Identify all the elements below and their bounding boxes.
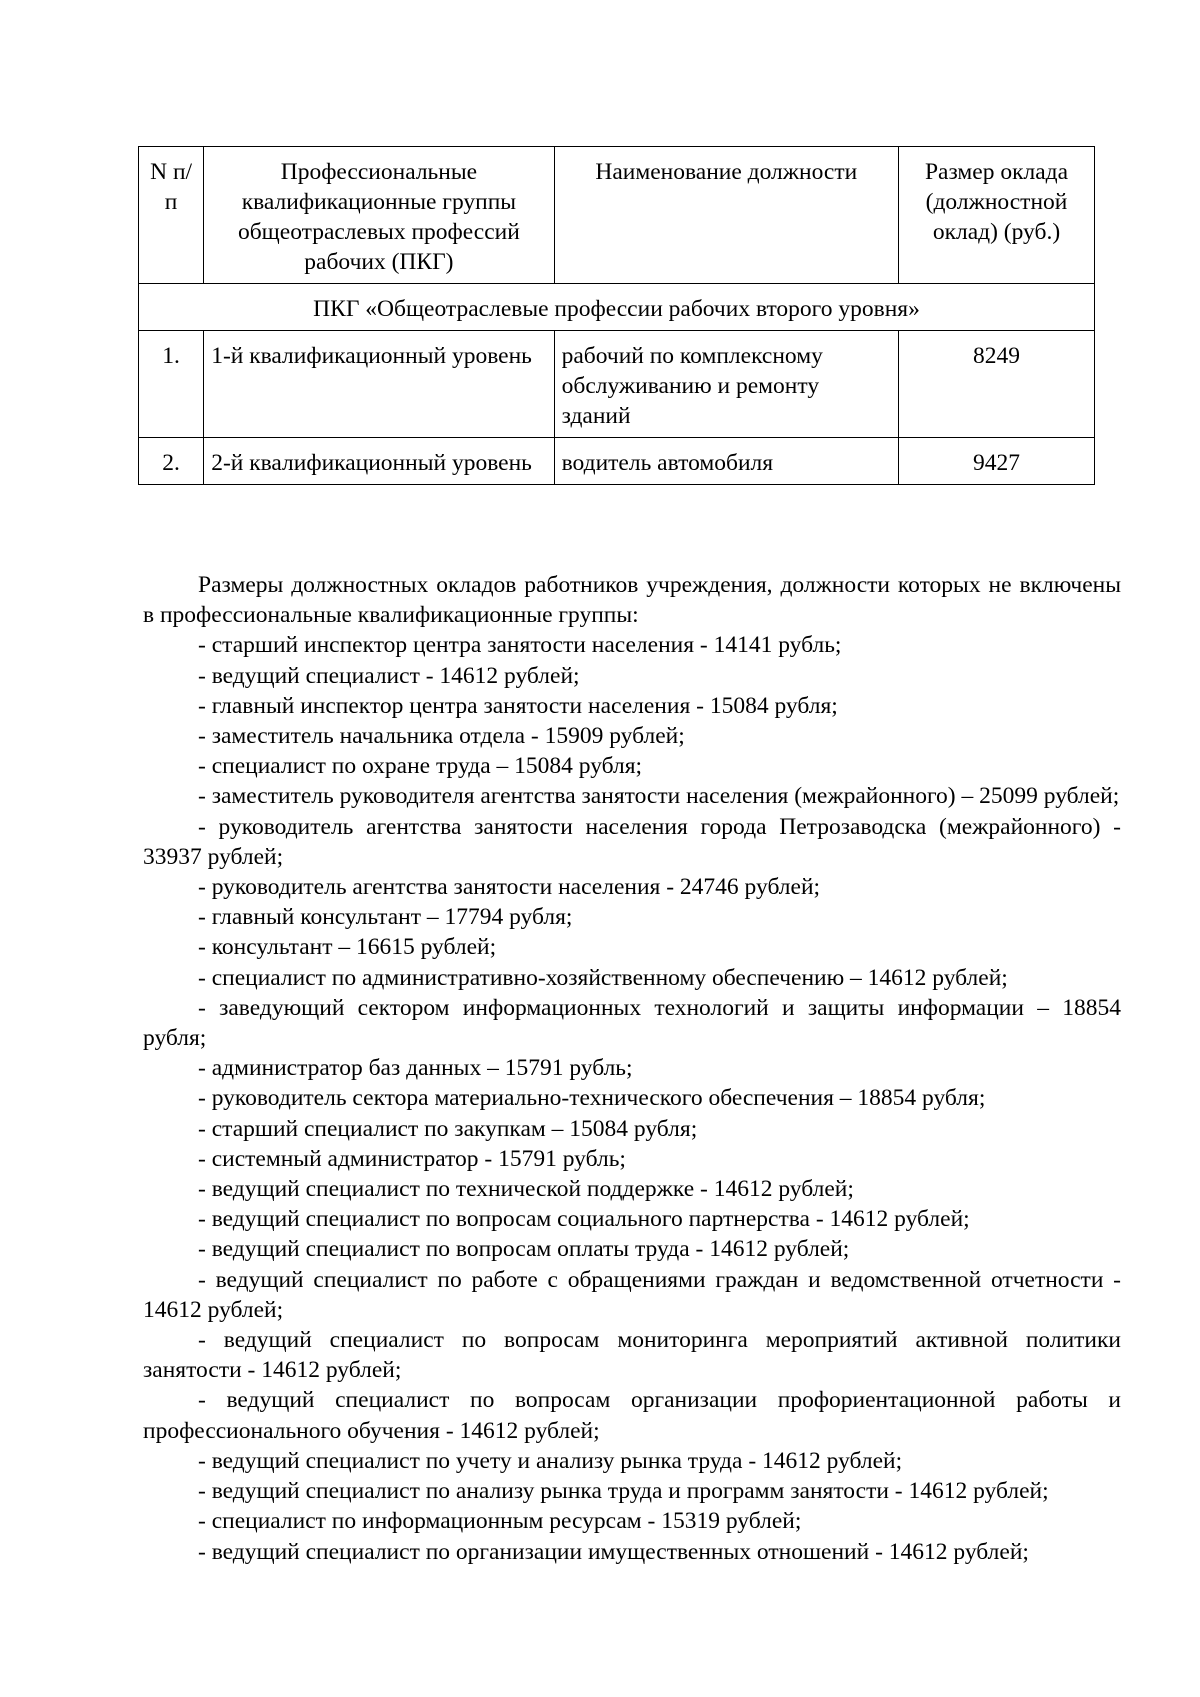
intro-paragraph: Размеры должностных окладов работников учреждения, должности которых не включены в профессиональные квалификационные группы:: [143, 572, 1121, 629]
list-item: - руководитель агентства занятости населения - 24746 рублей;: [198, 874, 821, 901]
header-num: N п/п: [139, 147, 204, 284]
row-num: 1.: [139, 331, 204, 438]
list-item: - специалист по информационным ресурсам - 15319 рублей;: [198, 1508, 802, 1535]
list-item: - ведущий специалист по анализу рынка труда и программ занятости - 14612 рублей;: [198, 1478, 1049, 1505]
table-row: [139, 331, 1095, 438]
header-position: Наименование должности: [554, 147, 898, 284]
row-salary: 8249: [898, 331, 1094, 438]
list-item: - специалист по административно-хозяйственному обеспечению – 14612 рублей;: [198, 964, 1008, 991]
row-level: 2-й квалификационный уровень: [204, 438, 554, 485]
list-item: - ведущий специалист - 14612 рублей;: [198, 662, 580, 689]
list-item: - ведущий специалист по работе с обращениями граждан и ведомственной отчетности - 14612 рублей;: [143, 1266, 1121, 1323]
list-item: - заведующий сектором информационных технологий и защиты информации – 18854 рубля;: [143, 994, 1121, 1052]
list-item: - ведущий специалист по вопросам организации профориентационной работы и профессионального обучения - 14612 рублей;: [143, 1387, 1121, 1444]
list-item: - консультант – 16615 рублей;: [198, 934, 497, 961]
list-item: - ведущий специалист по вопросам оплаты труда - 14612 рублей;: [198, 1236, 850, 1263]
list-item: - ведущий специалист по организации имущественных отношений - 14612 рублей;: [198, 1538, 1029, 1565]
row-num: 2.: [139, 438, 204, 485]
list-item: - главный инспектор центра занятости населения - 15084 рубля;: [198, 692, 838, 719]
group-title: ПКГ «Общеотраслевые профессии рабочих второго уровня»: [139, 284, 1095, 331]
list-item: - администратор баз данных – 15791 рубль;: [198, 1055, 633, 1082]
list-item: - заместитель руководителя агентства занятости населения (межрайонного) – 25099 рублей;: [198, 783, 1120, 810]
list-item: - главный консультант – 17794 рубля;: [198, 904, 573, 931]
header-salary: Размер оклада (должностной оклад) (руб.): [898, 147, 1094, 284]
list-item: - заместитель начальника отдела - 15909 рублей;: [198, 723, 685, 750]
row-salary: 9427: [898, 438, 1094, 485]
table-group-row: [139, 284, 1095, 331]
list-item: - старший специалист по закупкам – 15084 рубля;: [198, 1115, 698, 1142]
salary-table: [138, 146, 1095, 485]
row-level: 1-й квалификационный уровень: [204, 331, 554, 438]
list-item: - ведущий специалист по учету и анализу рынка труда - 14612 рублей;: [198, 1447, 903, 1474]
list-item: - специалист по охране труда – 15084 рубля;: [198, 753, 643, 780]
table-header-row: [139, 147, 1095, 284]
salary-list-text: [143, 570, 1121, 1567]
list-item: - ведущий специалист по технической поддержке - 14612 рублей;: [198, 1176, 854, 1203]
list-item: - ведущий специалист по вопросам социального партнерства - 14612 рублей;: [198, 1206, 970, 1233]
list-item: - ведущий специалист по вопросам мониторинга мероприятий активной политики занятости - 14612 рублей;: [143, 1327, 1121, 1384]
table-row: [139, 438, 1095, 485]
list-item: - системный администратор - 15791 рубль;: [198, 1145, 626, 1172]
header-group: Профессиональные квалификационные группы общеотраслевых профессий рабочих (ПКГ): [204, 147, 554, 284]
list-item: - руководитель агентства занятости населения города Петрозаводска (межрайонного) - 33937 рублей;: [143, 813, 1121, 870]
list-item: - руководитель сектора материально-технического обеспечения – 18854 рубля;: [198, 1085, 986, 1112]
row-position: водитель автомобиля: [554, 438, 898, 485]
list-item: - старший инспектор центра занятости населения - 14141 рубль;: [198, 632, 842, 659]
row-position: рабочий по комплексному обслуживанию и ремонту зданий: [554, 331, 898, 438]
